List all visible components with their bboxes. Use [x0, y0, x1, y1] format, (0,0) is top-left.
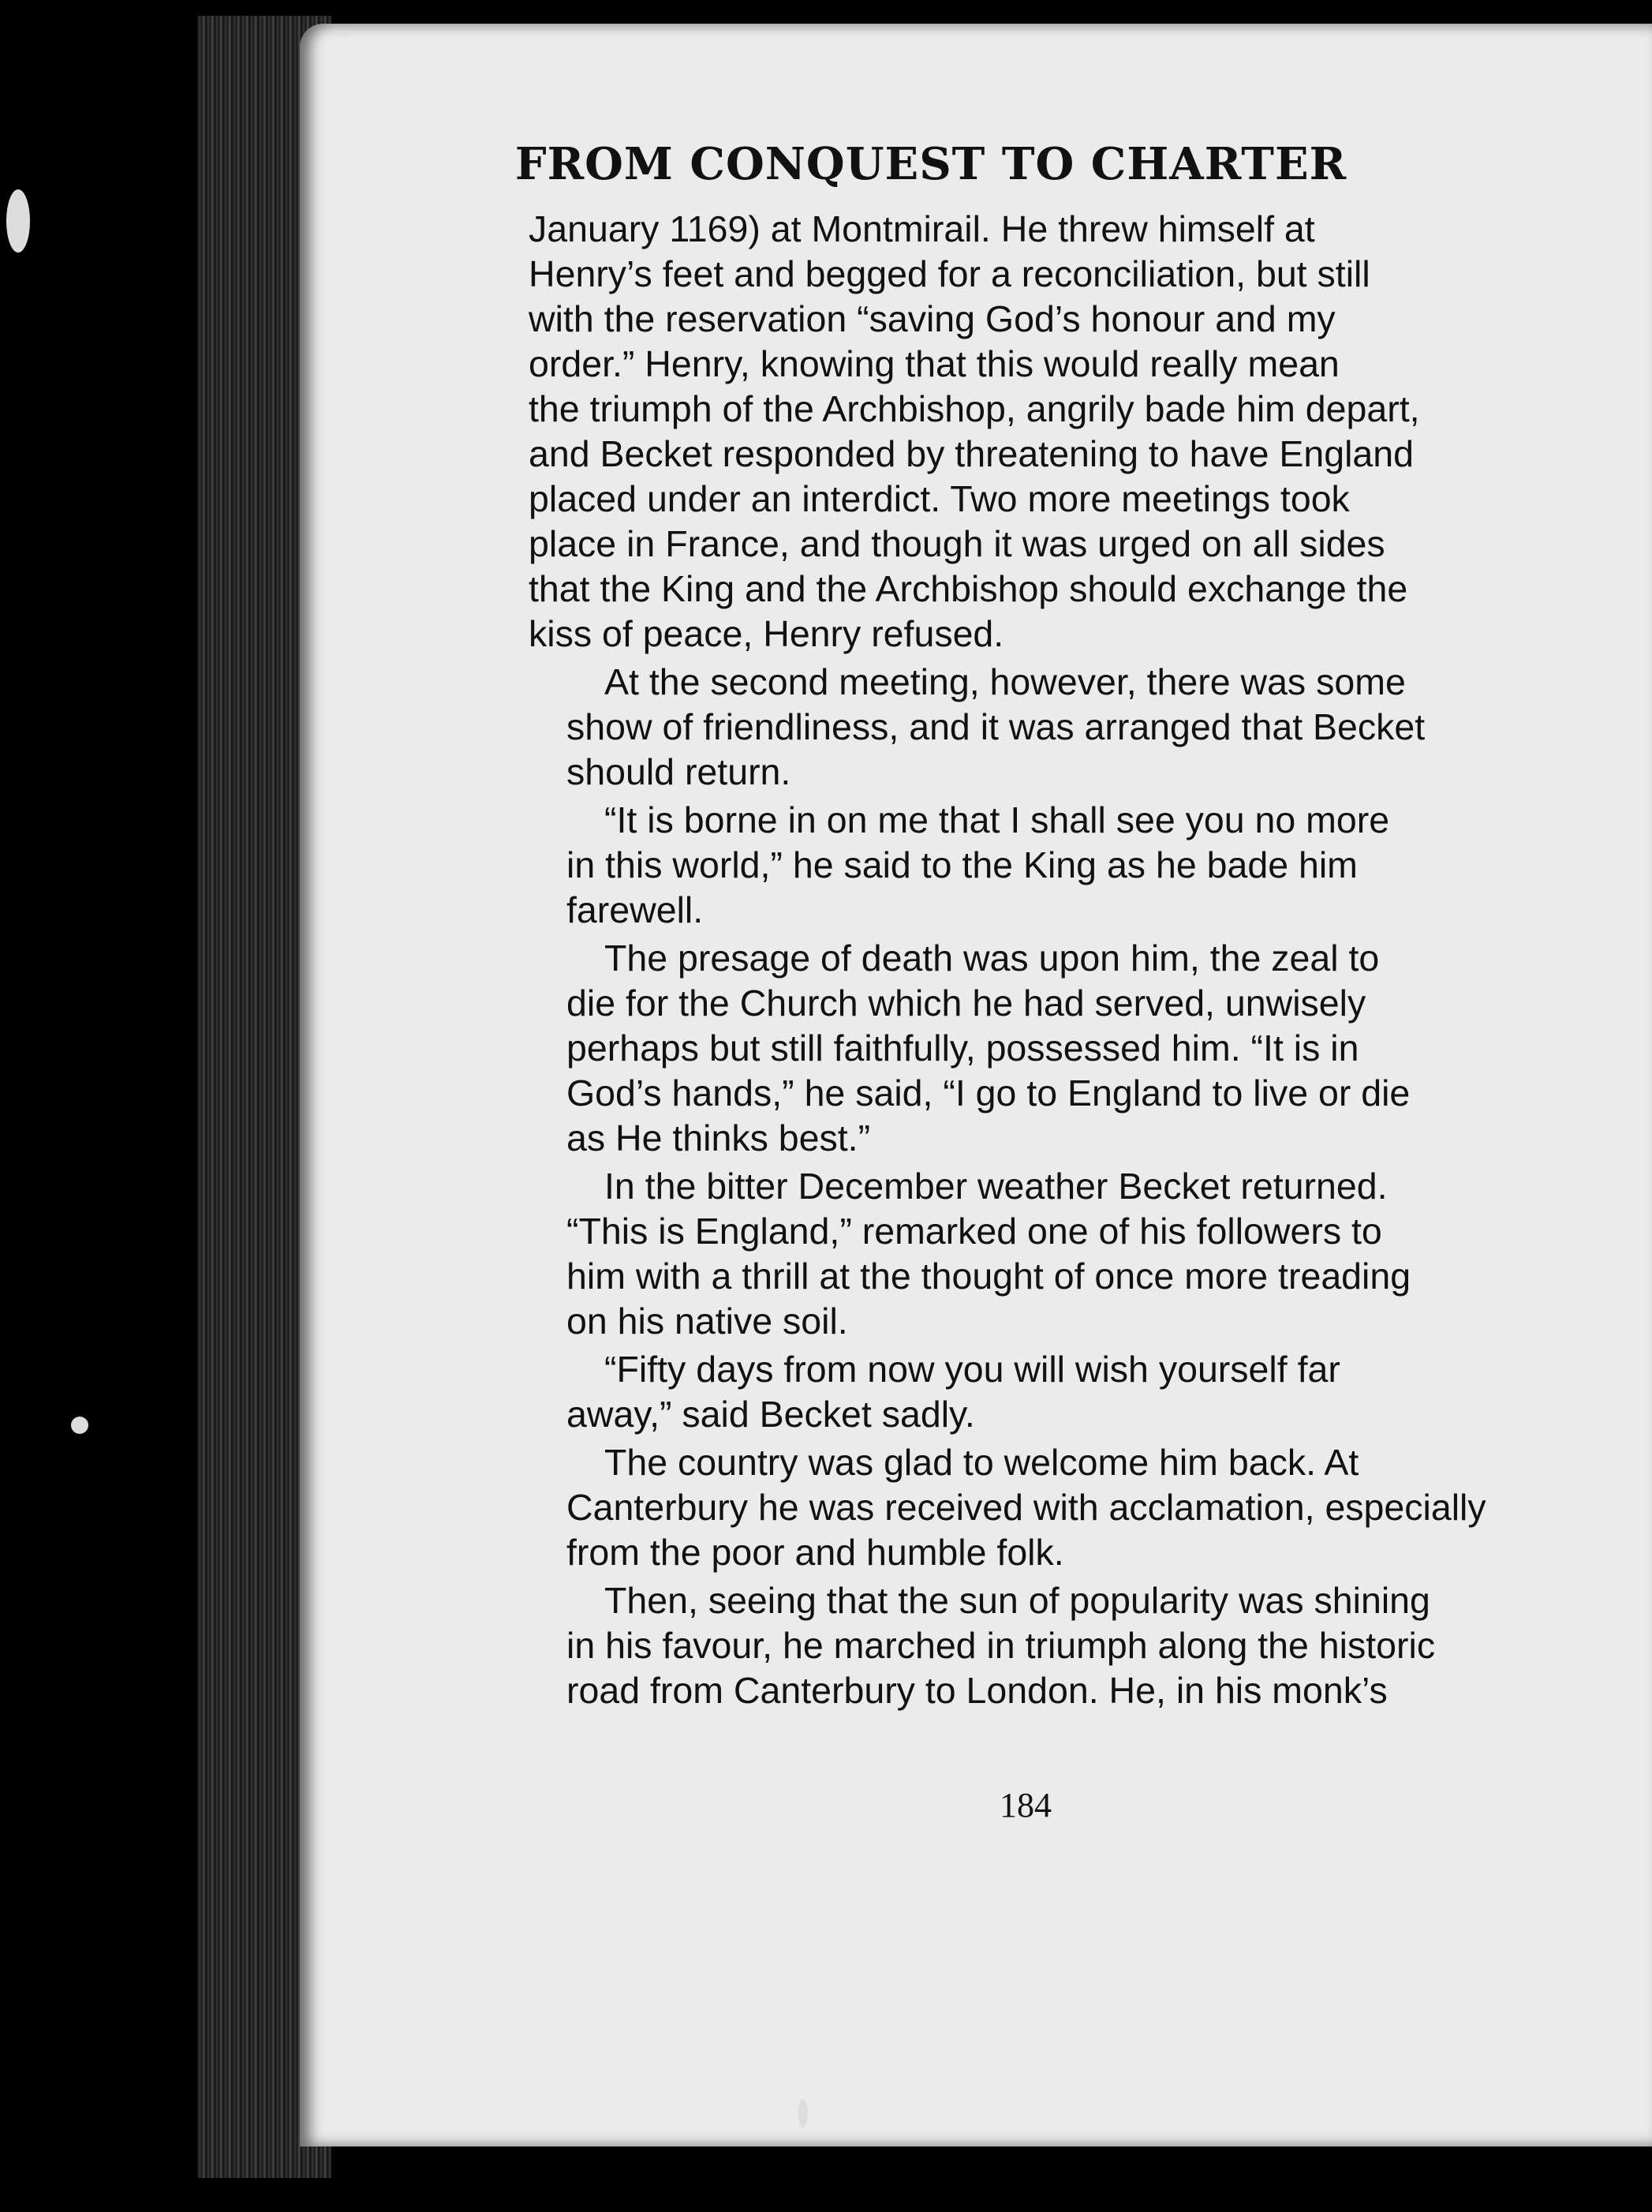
paragraph [529, 1347, 1542, 1437]
scan-speck [798, 2099, 808, 2128]
text-line: Then, seeing that the sun of popularity was shining [604, 1580, 1430, 1621]
paragraph [529, 936, 1542, 1161]
text-line: that the King and the Archbishop should exchange the [529, 568, 1408, 609]
text-line: “This is England,” remarked one of his followers to [566, 1211, 1382, 1252]
text-line: In the bitter December weather Becket returned. [604, 1166, 1388, 1207]
paragraph [529, 207, 1542, 657]
text-line: “Fifty days from now you will wish yourself far [604, 1349, 1340, 1390]
text-line: farewell. [566, 889, 704, 930]
text-line: The country was glad to welcome him back. At [604, 1442, 1359, 1483]
text-line: The presage of death was upon him, the zeal to [604, 938, 1380, 979]
running-head: FROM CONQUEST TO CHARTER [514, 138, 1347, 190]
body-text [529, 207, 1542, 1716]
text-line: At the second meeting, however, there was some [604, 661, 1406, 702]
text-line: order.” Henry, knowing that this would really mean [529, 343, 1340, 384]
scan-speck [71, 1417, 88, 1434]
text-line: road from Canterbury to London. He, in his monk’s [566, 1670, 1388, 1711]
paragraph [529, 1578, 1542, 1713]
text-line: Canterbury he was received with acclamation, especially [566, 1487, 1486, 1528]
text-line: God’s hands,” he said, “I go to England to live or die [566, 1072, 1411, 1113]
text-line: place in France, and though it was urged on all sides [529, 523, 1385, 564]
page-number: 184 [1000, 1786, 1052, 1825]
text-line: kiss of peace, Henry refused. [529, 613, 1004, 654]
text-line: “It is borne in on me that I shall see you no more [604, 799, 1390, 840]
text-line: him with a thrill at the thought of once more treading [566, 1256, 1411, 1297]
text-line: Henry’s feet and begged for a reconciliation, but still [529, 253, 1370, 294]
text-line: on his native soil. [566, 1301, 848, 1342]
paragraph [529, 1164, 1542, 1344]
text-line: and Becket responded by threatening to have England [529, 433, 1414, 474]
text-line: placed under an interdict. Two more meetings took [529, 478, 1350, 519]
text-line: the triumph of the Archbishop, angrily bade him depart, [529, 388, 1420, 429]
text-line: from the poor and humble folk. [566, 1532, 1064, 1573]
text-line: as He thinks best.” [566, 1117, 871, 1158]
text-line: should return. [566, 751, 791, 792]
text-line: in his favour, he marched in triumph along the historic [566, 1625, 1436, 1666]
text-line: January 1169) at Montmirail. He threw himself at [529, 208, 1315, 249]
paragraph [529, 1440, 1542, 1575]
text-line: perhaps but still faithfully, possessed him. “It is in [566, 1027, 1359, 1069]
text-line: show of friendliness, and it was arranged that Becket [566, 706, 1426, 747]
text-line: in this world,” he said to the King as he bade him [566, 844, 1358, 885]
text-line: die for the Church which he had served, unwisely [566, 982, 1366, 1024]
scan-speck [6, 189, 30, 253]
text-line: away,” said Becket sadly. [566, 1394, 975, 1435]
text-line: with the reservation “saving God’s honour and my [529, 298, 1336, 339]
paragraph [529, 660, 1542, 795]
paragraph [529, 798, 1542, 933]
